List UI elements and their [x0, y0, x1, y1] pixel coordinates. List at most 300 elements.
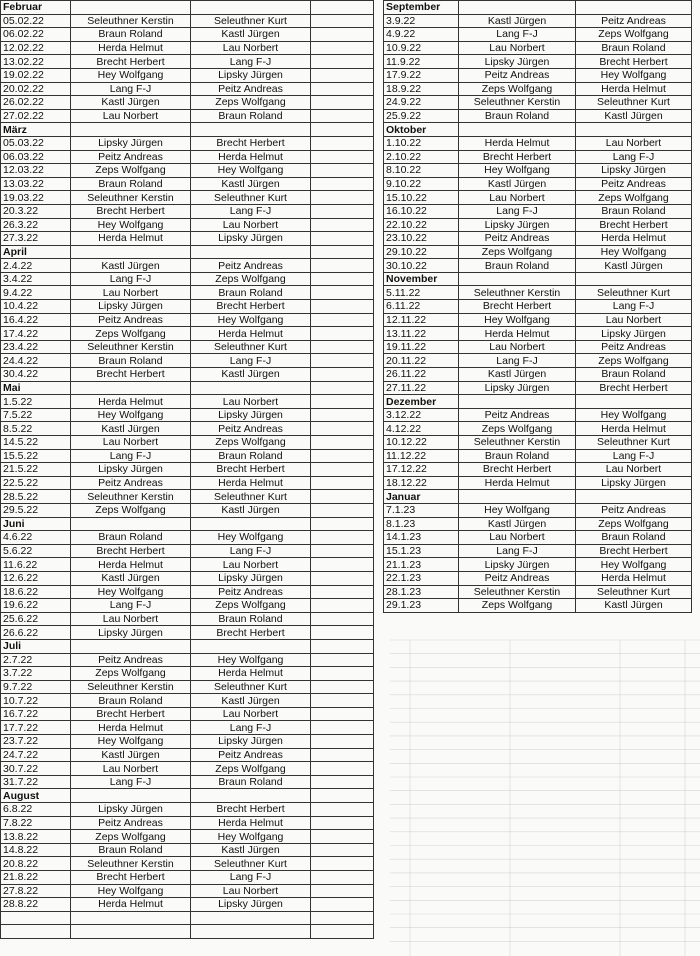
empty-cell: [311, 843, 374, 857]
person-a-cell: Lipsky Jürgen: [71, 136, 191, 150]
empty-cell: [311, 639, 374, 653]
person-a-cell: Brecht Herbert: [71, 871, 191, 885]
schedule-row: [1, 204, 374, 218]
person-b-cell: Herda Helmut: [191, 816, 311, 830]
person-a-cell: Seleuthner Kerstin: [71, 490, 191, 504]
date-cell: 25.6.22: [1, 612, 71, 626]
month-label: Oktober: [384, 123, 459, 137]
empty-cell: [311, 123, 374, 137]
date-cell: 19.11.22: [384, 340, 459, 354]
person-a-cell: Braun Roland: [71, 354, 191, 368]
schedule-row: [384, 136, 692, 150]
person-b-cell: Lang F-J: [191, 871, 311, 885]
person-b-cell: Zeps Wolfgang: [191, 599, 311, 613]
date-cell: 16.7.22: [1, 707, 71, 721]
schedule-row: [384, 313, 692, 327]
person-a-cell: Brecht Herbert: [71, 204, 191, 218]
schedule-row: [384, 14, 692, 28]
person-a-cell: Lau Norbert: [71, 612, 191, 626]
person-a-cell: Peitz Andreas: [71, 816, 191, 830]
empty-cell: [459, 395, 576, 409]
person-a-cell: Braun Roland: [71, 843, 191, 857]
empty-cell: [191, 517, 311, 531]
person-a-cell: Peitz Andreas: [459, 232, 576, 246]
empty-cell: [191, 123, 311, 137]
person-b-cell: Lipsky Jürgen: [191, 898, 311, 912]
empty-cell: [311, 816, 374, 830]
schedule-row: [1, 300, 374, 314]
date-cell: 29.10.22: [384, 245, 459, 259]
schedule-row: [384, 571, 692, 585]
person-b-cell: Lang F-J: [191, 204, 311, 218]
person-b-cell: Braun Roland: [191, 286, 311, 300]
empty-cell: [576, 123, 692, 137]
person-a-cell: Herda Helmut: [71, 41, 191, 55]
month-label: Januar: [384, 490, 459, 504]
date-cell: 2.4.22: [1, 259, 71, 273]
date-cell: 15.1.23: [384, 544, 459, 558]
person-b-cell: Hey Wolfgang: [576, 408, 692, 422]
date-cell: 31.7.22: [1, 775, 71, 789]
month-header-row: [384, 123, 692, 137]
schedule-row: [1, 368, 374, 382]
person-a-cell: Herda Helmut: [71, 721, 191, 735]
empty-cell: [311, 136, 374, 150]
person-a-cell: Zeps Wolfgang: [459, 422, 576, 436]
person-b-cell: Lipsky Jürgen: [191, 735, 311, 749]
person-b-cell: Seleuthner Kurt: [576, 96, 692, 110]
schedule-row: [1, 544, 374, 558]
schedule-row: [1, 531, 374, 545]
person-b-cell: Kastl Jürgen: [191, 177, 311, 191]
person-b-cell: Seleuthner Kurt: [576, 286, 692, 300]
empty-cell: [71, 245, 191, 259]
empty-cell: [311, 775, 374, 789]
person-b-cell: Zeps Wolfgang: [191, 436, 311, 450]
person-b-cell: Seleuthner Kurt: [191, 191, 311, 205]
empty-cell: [311, 177, 374, 191]
empty-cell: [311, 313, 374, 327]
date-cell: 1.10.22: [384, 136, 459, 150]
person-a-cell: Hey Wolfgang: [71, 884, 191, 898]
person-a-cell: Lang F-J: [71, 272, 191, 286]
person-b-cell: Lipsky Jürgen: [191, 571, 311, 585]
empty-cell: [191, 245, 311, 259]
empty-cell: [311, 55, 374, 69]
schedule-row: [384, 245, 692, 259]
empty-cell: [311, 531, 374, 545]
date-cell: 20.11.22: [384, 354, 459, 368]
date-cell: 23.7.22: [1, 735, 71, 749]
person-a-cell: Zeps Wolfgang: [71, 667, 191, 681]
empty-cell: [311, 191, 374, 205]
schedule-row: [1, 626, 374, 640]
schedule-row: [1, 585, 374, 599]
person-a-cell: Lau Norbert: [459, 41, 576, 55]
person-b-cell: Brecht Herbert: [191, 300, 311, 314]
empty-cell: [71, 639, 191, 653]
date-cell: 2.10.22: [384, 150, 459, 164]
schedule-row: [1, 558, 374, 572]
person-a-cell: Herda Helmut: [459, 327, 576, 341]
schedule-row: [1, 816, 374, 830]
person-a-cell: Brecht Herbert: [71, 55, 191, 69]
person-a-cell: Braun Roland: [71, 694, 191, 708]
date-cell: 19.03.22: [1, 191, 71, 205]
schedule-row: [384, 259, 692, 273]
date-cell: 10.9.22: [384, 41, 459, 55]
date-cell: 17.4.22: [1, 327, 71, 341]
person-b-cell: Brecht Herbert: [576, 544, 692, 558]
schedule-row: [384, 300, 692, 314]
person-b-cell: Hey Wolfgang: [191, 653, 311, 667]
schedule-row: [1, 490, 374, 504]
schedule-row: [384, 436, 692, 450]
person-a-cell: Zeps Wolfgang: [71, 164, 191, 178]
person-a-cell: Brecht Herbert: [459, 463, 576, 477]
person-a-cell: Herda Helmut: [71, 232, 191, 246]
person-a-cell: Zeps Wolfgang: [71, 830, 191, 844]
person-a-cell: Lang F-J: [459, 204, 576, 218]
month-label: Juli: [1, 639, 71, 653]
empty-cell: [311, 857, 374, 871]
person-a-cell: Hey Wolfgang: [71, 408, 191, 422]
person-a-cell: Kastl Jürgen: [71, 571, 191, 585]
person-b-cell: Peitz Andreas: [191, 82, 311, 96]
date-cell: 28.5.22: [1, 490, 71, 504]
month-label: April: [1, 245, 71, 259]
person-b-cell: Brecht Herbert: [191, 463, 311, 477]
person-a-cell: Peitz Andreas: [71, 653, 191, 667]
person-b-cell: Brecht Herbert: [191, 136, 311, 150]
schedule-row: [384, 476, 692, 490]
date-cell: 05.02.22: [1, 14, 71, 28]
date-cell: 20.02.22: [1, 82, 71, 96]
schedule-row: [1, 449, 374, 463]
person-a-cell: Seleuthner Kerstin: [71, 680, 191, 694]
schedule-row: [1, 313, 374, 327]
date-cell: 14.8.22: [1, 843, 71, 857]
empty-cell: [311, 476, 374, 490]
date-cell: 8.10.22: [384, 164, 459, 178]
empty-cell: [311, 599, 374, 613]
date-cell: 1.5.22: [1, 395, 71, 409]
person-b-cell: [191, 925, 311, 939]
person-b-cell: Lipsky Jürgen: [576, 476, 692, 490]
person-b-cell: Herda Helmut: [576, 232, 692, 246]
date-cell: 29.1.23: [384, 599, 459, 613]
person-b-cell: Peitz Andreas: [576, 503, 692, 517]
schedule-row: [1, 843, 374, 857]
date-cell: 4.9.22: [384, 28, 459, 42]
month-header-row: [1, 381, 374, 395]
schedule-row: [1, 327, 374, 341]
empty-cell: [311, 721, 374, 735]
person-b-cell: Brecht Herbert: [191, 626, 311, 640]
schedule-row: [384, 368, 692, 382]
empty-cell: [311, 680, 374, 694]
empty-cell: [576, 395, 692, 409]
date-cell: 13.8.22: [1, 830, 71, 844]
date-cell: 17.9.22: [384, 68, 459, 82]
empty-cell: [191, 1, 311, 15]
schedule-row: [1, 803, 374, 817]
schedule-row: [1, 503, 374, 517]
person-b-cell: Kastl Jürgen: [191, 843, 311, 857]
person-b-cell: Herda Helmut: [191, 150, 311, 164]
empty-cell: [576, 490, 692, 504]
empty-cell: [311, 762, 374, 776]
empty-cell: [311, 884, 374, 898]
schedule-row: [384, 449, 692, 463]
empty-cell: [311, 748, 374, 762]
month-label: September: [384, 1, 459, 15]
date-cell: 05.03.22: [1, 136, 71, 150]
person-a-cell: [71, 911, 191, 925]
person-b-cell: Peitz Andreas: [576, 340, 692, 354]
date-cell: 24.7.22: [1, 748, 71, 762]
empty-cell: [311, 544, 374, 558]
month-header-row: [384, 272, 692, 286]
person-a-cell: Brecht Herbert: [459, 300, 576, 314]
date-cell: 16.4.22: [1, 313, 71, 327]
empty-cell: [311, 585, 374, 599]
date-cell: [1, 911, 71, 925]
schedule-row: [384, 177, 692, 191]
empty-cell: [311, 422, 374, 436]
schedule-row: [384, 41, 692, 55]
date-cell: 18.12.22: [384, 476, 459, 490]
person-b-cell: Lipsky Jürgen: [191, 408, 311, 422]
empty-cell: [71, 517, 191, 531]
person-a-cell: Kastl Jürgen: [459, 517, 576, 531]
date-cell: 13.02.22: [1, 55, 71, 69]
schedule-row: [384, 55, 692, 69]
person-a-cell: Lipsky Jürgen: [71, 803, 191, 817]
date-cell: 12.11.22: [384, 313, 459, 327]
date-cell: 10.4.22: [1, 300, 71, 314]
schedule-row: [1, 68, 374, 82]
date-cell: 6.11.22: [384, 300, 459, 314]
schedule-row: [1, 28, 374, 42]
schedule-row: [1, 830, 374, 844]
empty-cell: [311, 218, 374, 232]
person-b-cell: Seleuthner Kurt: [191, 857, 311, 871]
empty-cell: [311, 68, 374, 82]
schedule-row: [384, 422, 692, 436]
month-header-row: [384, 395, 692, 409]
empty-cell: [311, 789, 374, 803]
empty-cell: [459, 490, 576, 504]
person-a-cell: Lipsky Jürgen: [71, 626, 191, 640]
date-cell: 11.6.22: [1, 558, 71, 572]
date-cell: 27.8.22: [1, 884, 71, 898]
person-a-cell: Lipsky Jürgen: [459, 55, 576, 69]
date-cell: 9.10.22: [384, 177, 459, 191]
month-header-row: [384, 1, 692, 15]
schedule-row: [1, 653, 374, 667]
person-a-cell: Peitz Andreas: [71, 313, 191, 327]
empty-cell: [311, 232, 374, 246]
date-cell: 30.4.22: [1, 368, 71, 382]
date-cell: 7.1.23: [384, 503, 459, 517]
person-b-cell: Hey Wolfgang: [191, 313, 311, 327]
person-b-cell: Kastl Jürgen: [191, 694, 311, 708]
person-a-cell: Kastl Jürgen: [459, 368, 576, 382]
date-cell: 17.12.22: [384, 463, 459, 477]
month-header-row: [1, 789, 374, 803]
schedule-row: [1, 898, 374, 912]
person-a-cell: Herda Helmut: [459, 476, 576, 490]
person-a-cell: Peitz Andreas: [71, 150, 191, 164]
date-cell: 8.5.22: [1, 422, 71, 436]
person-b-cell: Lang F-J: [191, 544, 311, 558]
person-b-cell: Hey Wolfgang: [191, 830, 311, 844]
date-cell: 29.5.22: [1, 503, 71, 517]
person-b-cell: Lipsky Jürgen: [191, 232, 311, 246]
schedule-row: [1, 735, 374, 749]
schedule-row: [384, 599, 692, 613]
person-a-cell: Lipsky Jürgen: [459, 218, 576, 232]
person-a-cell: Lipsky Jürgen: [459, 381, 576, 395]
empty-cell: [71, 789, 191, 803]
empty-cell: [311, 381, 374, 395]
schedule-row: [384, 354, 692, 368]
month-header-row: [1, 517, 374, 531]
person-b-cell: Braun Roland: [576, 204, 692, 218]
date-cell: 19.02.22: [1, 68, 71, 82]
schedule-row: [1, 272, 374, 286]
person-a-cell: Lang F-J: [459, 544, 576, 558]
person-b-cell: Herda Helmut: [191, 667, 311, 681]
date-cell: 7.5.22: [1, 408, 71, 422]
empty-cell: [311, 96, 374, 110]
person-a-cell: Kastl Jürgen: [459, 14, 576, 28]
empty-cell: [311, 558, 374, 572]
person-b-cell: Peitz Andreas: [191, 748, 311, 762]
person-a-cell: Brecht Herbert: [71, 544, 191, 558]
person-b-cell: [191, 911, 311, 925]
schedule-row: [384, 286, 692, 300]
schedule-row: [1, 259, 374, 273]
person-b-cell: Zeps Wolfgang: [191, 96, 311, 110]
empty-cell: [311, 707, 374, 721]
date-cell: 10.12.22: [384, 436, 459, 450]
empty-cell: [191, 381, 311, 395]
date-cell: 12.02.22: [1, 41, 71, 55]
month-label: Februar: [1, 1, 71, 15]
empty-cell: [311, 327, 374, 341]
person-b-cell: Kastl Jürgen: [191, 28, 311, 42]
empty-cell: [311, 109, 374, 123]
date-cell: 12.03.22: [1, 164, 71, 178]
date-cell: 17.7.22: [1, 721, 71, 735]
empty-cell: [311, 653, 374, 667]
empty-cell: [311, 898, 374, 912]
person-a-cell: Lipsky Jürgen: [71, 463, 191, 477]
empty-cell: [311, 272, 374, 286]
empty-cell: [311, 463, 374, 477]
schedule-row: [1, 14, 374, 28]
empty-cell: [311, 1, 374, 15]
empty-cell: [459, 123, 576, 137]
person-b-cell: Braun Roland: [576, 368, 692, 382]
empty-cell: [311, 925, 374, 939]
person-b-cell: Herda Helmut: [576, 82, 692, 96]
empty-cell: [71, 1, 191, 15]
person-b-cell: Brecht Herbert: [576, 55, 692, 69]
person-b-cell: Braun Roland: [576, 531, 692, 545]
person-a-cell: Herda Helmut: [71, 898, 191, 912]
person-b-cell: Braun Roland: [191, 449, 311, 463]
person-a-cell: Braun Roland: [71, 28, 191, 42]
person-b-cell: Lau Norbert: [191, 41, 311, 55]
date-cell: 14.5.22: [1, 436, 71, 450]
empty-cell: [576, 1, 692, 15]
date-cell: 06.03.22: [1, 150, 71, 164]
schedule-row: [384, 381, 692, 395]
person-b-cell: Lipsky Jürgen: [576, 327, 692, 341]
schedule-row: [1, 109, 374, 123]
date-cell: 26.11.22: [384, 368, 459, 382]
schedule-row: [1, 150, 374, 164]
empty-cell: [311, 911, 374, 925]
person-a-cell: Seleuthner Kerstin: [71, 14, 191, 28]
schedule-row: [384, 503, 692, 517]
empty-cell: [459, 272, 576, 286]
month-label: März: [1, 123, 71, 137]
schedule-row: [1, 395, 374, 409]
date-cell: 30.7.22: [1, 762, 71, 776]
date-cell: 21.5.22: [1, 463, 71, 477]
person-b-cell: Brecht Herbert: [191, 803, 311, 817]
empty-cell: [71, 381, 191, 395]
month-label: Mai: [1, 381, 71, 395]
empty-cell: [311, 245, 374, 259]
schedule-row: [1, 286, 374, 300]
schedule-table-right: [383, 0, 692, 613]
date-cell: 20.3.22: [1, 204, 71, 218]
person-a-cell: Zeps Wolfgang: [71, 327, 191, 341]
empty-cell: [311, 436, 374, 450]
date-cell: 3.4.22: [1, 272, 71, 286]
date-cell: 27.02.22: [1, 109, 71, 123]
schedule-row: [384, 164, 692, 178]
schedule-row: [1, 177, 374, 191]
empty-cell: [191, 789, 311, 803]
empty-cell: [311, 803, 374, 817]
date-cell: 06.02.22: [1, 28, 71, 42]
schedule-row: [1, 599, 374, 613]
schedule-row: [1, 340, 374, 354]
schedule-row: [1, 408, 374, 422]
person-a-cell: Kastl Jürgen: [71, 422, 191, 436]
date-cell: 26.02.22: [1, 96, 71, 110]
empty-cell: [311, 368, 374, 382]
schedule-row: [384, 150, 692, 164]
schedule-row: [1, 871, 374, 885]
date-cell: 8.1.23: [384, 517, 459, 531]
person-a-cell: Kastl Jürgen: [71, 259, 191, 273]
date-cell: 16.10.22: [384, 204, 459, 218]
date-cell: 24.9.22: [384, 96, 459, 110]
date-cell: 28.8.22: [1, 898, 71, 912]
person-a-cell: Lau Norbert: [71, 109, 191, 123]
person-a-cell: [71, 925, 191, 939]
person-b-cell: Zeps Wolfgang: [576, 191, 692, 205]
person-a-cell: Hey Wolfgang: [71, 68, 191, 82]
empty-cell: [311, 41, 374, 55]
